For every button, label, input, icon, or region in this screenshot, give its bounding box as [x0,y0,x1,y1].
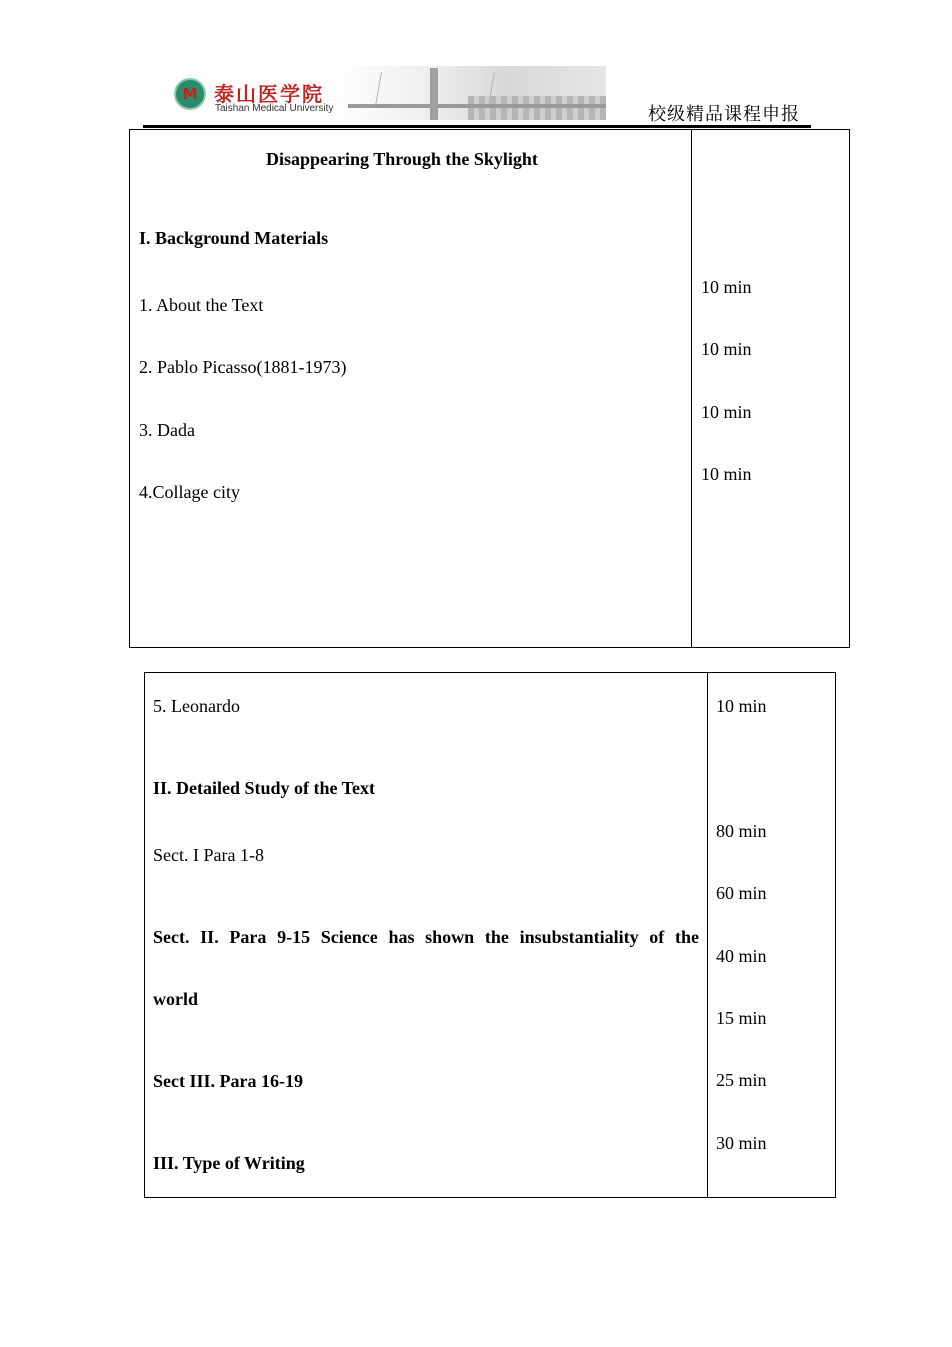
university-seal-icon [174,78,206,110]
item-leonardo: 5. Leonardo [153,696,240,716]
table-1 [129,129,850,648]
section-background-materials: I. Background Materials [139,228,329,248]
time-row-3: 40 min [716,946,767,966]
item-collage-city: 4.Collage city [139,482,240,502]
item-sect-2-line-2: world [153,989,198,1009]
table-1-column-divider [691,129,692,648]
logo-english-name: Taishan Medical University [215,103,334,114]
time-dada: 10 min [701,402,752,422]
logo-chinese-name: 泰山医学院 [214,82,324,106]
time-row-6: 30 min [716,1133,767,1153]
time-about-text: 10 min [701,277,752,297]
time-row-1: 80 min [716,821,767,841]
banner-bridge-tower [430,68,438,120]
item-sect-2-line-1: Sect. II. Para 9-15 Science has shown the insubstantiality of the [153,927,699,947]
item-dada: 3. Dada [139,420,195,440]
item-sect-3: Sect III. Para 16-19 [153,1071,303,1091]
section-detailed-study: II. Detailed Study of the Text [153,778,376,798]
time-leonardo: 10 min [716,696,767,716]
lesson-title: Disappearing Through the Skylight [266,149,538,169]
time-collage-city: 10 min [701,464,752,484]
time-row-5: 25 min [716,1070,767,1090]
item-sect-1: Sect. I Para 1-8 [153,845,264,865]
seal-mark: M [182,85,198,103]
header-course-label: 校级精品课程申报 [648,104,800,125]
header-banner [168,66,606,120]
item-about-text: 1. About the Text [139,295,264,315]
header-rule [143,125,811,128]
time-row-2: 60 min [716,883,767,903]
table-2-column-divider [707,672,708,1198]
section-type-of-writing: III. Type of Writing [153,1153,305,1173]
time-row-4: 15 min [716,1008,767,1028]
item-pablo-picasso: 2. Pablo Picasso(1881-1973) [139,357,347,377]
time-pablo-picasso: 10 min [701,339,752,359]
banner-bridge-deck [348,104,606,108]
